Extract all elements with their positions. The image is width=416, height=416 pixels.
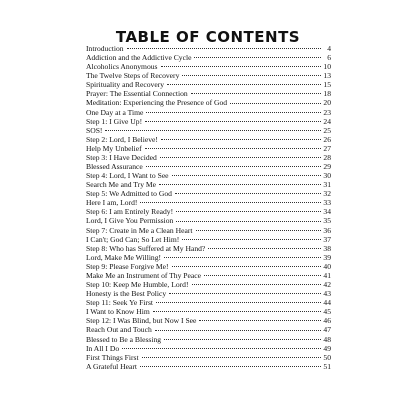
dot-leader [176, 221, 321, 222]
toc-entry [86, 325, 331, 334]
toc-entry-label: A Grateful Heart [86, 361, 138, 371]
dot-leader [155, 330, 321, 331]
toc-entry [86, 235, 331, 244]
dot-leader [169, 293, 321, 294]
toc-entry-page-number: 25 [323, 125, 331, 135]
toc-entry-page-number: 18 [323, 89, 331, 99]
toc-entry-page-number: 44 [323, 298, 331, 308]
toc-entry [86, 253, 331, 262]
toc-entry-page-number: 41 [323, 270, 331, 280]
toc-entry-page-number: 45 [323, 307, 331, 317]
toc-entry-label: One Day at a Time [86, 107, 144, 117]
toc-entry-page-number: 6 [327, 53, 331, 63]
toc-entry [86, 89, 331, 98]
toc-entry [86, 44, 331, 53]
toc-entry [86, 117, 331, 126]
dot-leader [160, 157, 321, 158]
toc-entry-label: I Can't; God Can; So Let Him! [86, 234, 180, 244]
toc-entry-label: Alcoholics Anonymous [86, 62, 158, 72]
toc-entry [86, 108, 331, 117]
toc-entry-page-number: 33 [323, 198, 331, 208]
dot-leader [175, 193, 321, 194]
toc-entry-page-number: 15 [323, 80, 331, 90]
toc-entry [86, 62, 331, 71]
dot-leader [140, 366, 321, 367]
toc-entry-page-number: 10 [323, 62, 331, 72]
toc-entry [86, 71, 331, 80]
dot-leader [161, 139, 321, 140]
toc-entry-page-number: 35 [323, 216, 331, 226]
toc-entry-page-number: 24 [323, 116, 331, 126]
dot-leader [153, 311, 321, 312]
toc-entry-label: Step 11: Seek Ye First [86, 298, 154, 308]
toc-entry-page-number: 48 [323, 334, 331, 344]
dot-leader [176, 211, 321, 212]
toc-entry-page-number: 13 [323, 71, 331, 81]
dot-leader [172, 175, 321, 176]
toc-entry [86, 344, 331, 353]
toc-entry [86, 153, 331, 162]
toc-entry-label: Meditation: Experiencing the Presence of God [86, 98, 228, 108]
toc-entry [86, 53, 331, 62]
toc-entry-label: Step 9: Please Forgive Me! [86, 261, 169, 271]
toc-entry-page-number: 46 [323, 316, 331, 326]
toc-entry-label: Honesty is the Best Policy [86, 289, 167, 299]
toc-entry-page-number: 43 [323, 289, 331, 299]
toc-entry [86, 171, 331, 180]
dot-leader [145, 148, 321, 149]
toc-entry-label: Step 3: I Have Decided [86, 152, 157, 162]
toc-entry [86, 362, 331, 371]
toc-entry [86, 198, 331, 207]
dot-leader [182, 75, 321, 76]
toc-entry-page-number: 51 [323, 361, 331, 371]
dot-leader [145, 121, 321, 122]
toc-entry-label: I Want to Know Him [86, 307, 150, 317]
toc-entry-label: Help My Unbelief [86, 143, 142, 153]
dot-leader [105, 130, 321, 131]
toc-entry-label: Introduction [86, 44, 124, 53]
toc-entry-page-number: 26 [323, 134, 331, 144]
toc-entry [86, 353, 331, 362]
toc-entry-page-number: 34 [323, 207, 331, 217]
dot-leader [142, 357, 321, 358]
dot-leader [159, 184, 321, 185]
toc-entry [86, 244, 331, 253]
toc-entry-page-number: 37 [323, 234, 331, 244]
toc-entry [86, 126, 331, 135]
dot-leader [156, 302, 321, 303]
dot-leader [194, 57, 321, 58]
toc-entry-page-number: 40 [323, 261, 331, 271]
toc-entry-page-number: 36 [323, 225, 331, 235]
toc-entry-page-number: 32 [323, 189, 331, 199]
toc-entry [86, 335, 331, 344]
dot-leader [161, 66, 321, 67]
toc-entry-label: Reach Out and Touch [86, 325, 152, 335]
dot-leader [208, 248, 321, 249]
toc-entry [86, 226, 331, 235]
toc-entry-label: Addiction and the Addictive Cycle [86, 53, 192, 63]
toc-entry-page-number: 42 [323, 280, 331, 290]
toc-entry-label: Step 7: Create in Me a Clean Heart [86, 225, 193, 235]
toc-entry-label: Search Me and Try Me [86, 180, 157, 190]
toc-entry-page-number: 30 [323, 171, 331, 181]
dot-leader [191, 93, 321, 94]
toc-list [86, 44, 331, 371]
toc-entry [86, 162, 331, 171]
toc-entry-page-number: 23 [323, 107, 331, 117]
toc-entry [86, 298, 331, 307]
toc-entry [86, 189, 331, 198]
toc-entry-label: The Twelve Steps of Recovery [86, 71, 180, 81]
toc-entry-page-number: 38 [323, 243, 331, 253]
toc-entry-page-number: 29 [323, 162, 331, 172]
dot-leader [167, 84, 321, 85]
dot-leader [164, 257, 321, 258]
dot-leader [192, 284, 322, 285]
toc-entry-label: Blessed to Be a Blessing [86, 334, 162, 344]
toc-entry-page-number: 39 [323, 252, 331, 262]
toc-entry-label: Step 1: I Give Up! [86, 116, 143, 126]
toc-entry-label: Blessed Assurance [86, 162, 143, 172]
toc-entry-page-number: 50 [323, 352, 331, 362]
toc-title: TABLE OF CONTENTS [115, 28, 301, 46]
dot-leader [146, 166, 321, 167]
toc-entry-label: First Things First [86, 352, 139, 362]
toc-entry [86, 80, 331, 89]
dot-leader [127, 48, 321, 49]
toc-entry [86, 207, 331, 216]
toc-entry [86, 316, 331, 325]
toc-entry-page-number: 27 [323, 143, 331, 153]
dot-leader [199, 320, 321, 321]
toc-entry-label: Make Me an Instrument of Thy Peace [86, 270, 201, 280]
toc-entry-page-number: 31 [323, 180, 331, 190]
dot-leader [140, 202, 321, 203]
dot-leader [146, 112, 321, 113]
dot-leader [122, 348, 321, 349]
toc-entry-page-number: 4 [327, 44, 331, 53]
toc-entry-label: Spirituality and Recovery [86, 80, 165, 90]
toc-entry-label: Lord, Make Me Willing! [86, 252, 162, 262]
toc-entry-page-number: 20 [323, 98, 331, 108]
dot-leader [204, 275, 321, 276]
toc-entry [86, 98, 331, 107]
toc-entry [86, 180, 331, 189]
toc-entry-label: Step 6: I am Entirely Ready! [86, 207, 174, 217]
toc-entry-label: In All I Do [86, 343, 120, 353]
dot-leader [230, 103, 321, 104]
toc-entry [86, 144, 331, 153]
toc-entry-label: Lord, I Give You Permission [86, 216, 174, 226]
toc-entry-label: Step 5: We Admitted to God [86, 189, 172, 199]
toc-entry-page-number: 28 [323, 152, 331, 162]
toc-entry-label: Prayer: The Essential Connection [86, 89, 188, 99]
toc-entry [86, 307, 331, 316]
toc-entry [86, 135, 331, 144]
toc-entry-label: Step 4: Lord, I Want to See [86, 171, 169, 181]
dot-leader [182, 239, 321, 240]
toc-entry-page-number: 49 [323, 343, 331, 353]
toc-entry-label: Step 12: I Was Blind, but Now I See [86, 316, 197, 326]
toc-entry-label: Here I am, Lord! [86, 198, 138, 208]
toc-entry-label: Step 2: Lord, I Believe! [86, 134, 158, 144]
toc-entry-label: Step 8: Who has Suffered at My Hand? [86, 243, 206, 253]
dot-leader [172, 266, 321, 267]
dot-leader [196, 230, 322, 231]
toc-entry [86, 289, 331, 298]
toc-entry-label: SOS! [86, 125, 103, 135]
toc-entry-page-number: 47 [323, 325, 331, 335]
toc-entry [86, 271, 331, 280]
toc-entry [86, 216, 331, 225]
dot-leader [164, 339, 321, 340]
toc-entry [86, 262, 331, 271]
toc-entry [86, 280, 331, 289]
toc-entry-label: Step 10: Keep Me Humble, Lord! [86, 280, 189, 290]
